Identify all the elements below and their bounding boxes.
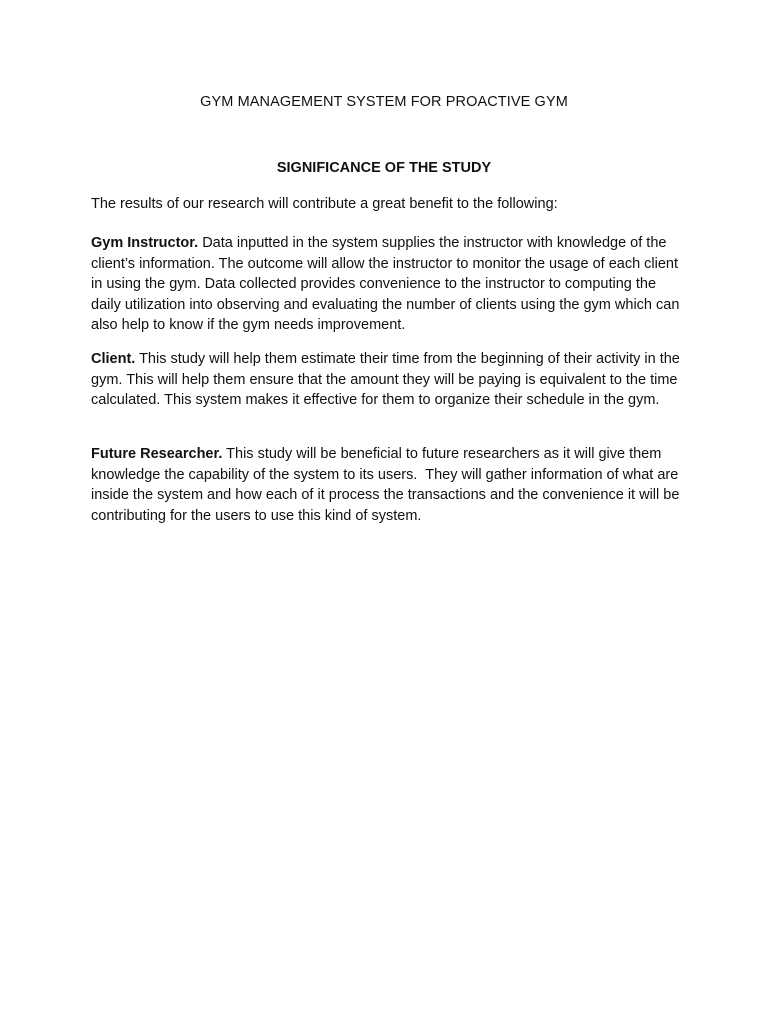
paragraph-term: Client. (91, 351, 136, 367)
document-title: GYM MANAGEMENT SYSTEM FOR PROACTIVE GYM (200, 94, 568, 110)
paragraph-term: Gym Instructor. (91, 235, 199, 251)
paragraph-gym-instructor (91, 233, 687, 336)
section-heading: SIGNIFICANCE OF THE STUDY (276, 160, 492, 176)
paragraph-future-researcher (91, 444, 687, 526)
paragraph-text: This study will help them estimate their time from the beginning of their activity in the gym. This will help them ensure that the amount they will be paying is equivalent to the time calculated. This system makes it effective for them to organize their schedule in the gym. (91, 351, 684, 409)
paragraph-term: Future Researcher. (91, 446, 223, 462)
paragraph-text: This study will be beneficial to future researchers as it will give them knowledge the capability of the system to its users. They will gather information of what are inside the system and how each of it process the transactions and the convenience it will be contributing for the users to use this kind of system. (91, 446, 684, 524)
paragraph-client (91, 349, 687, 411)
intro-paragraph: The results of our research will contribute a great benefit to the following: (91, 196, 558, 212)
paragraph-text: Data inputted in the system supplies the instructor with knowledge of the client’s information. The outcome will allow the instructor to monitor the usage of each client in using the gym. Data collected provides convenience to the instructor to computing the daily utilization into observing and evaluating the number of clients using the gym which can also help to know if the gym needs improvement. (91, 235, 684, 334)
